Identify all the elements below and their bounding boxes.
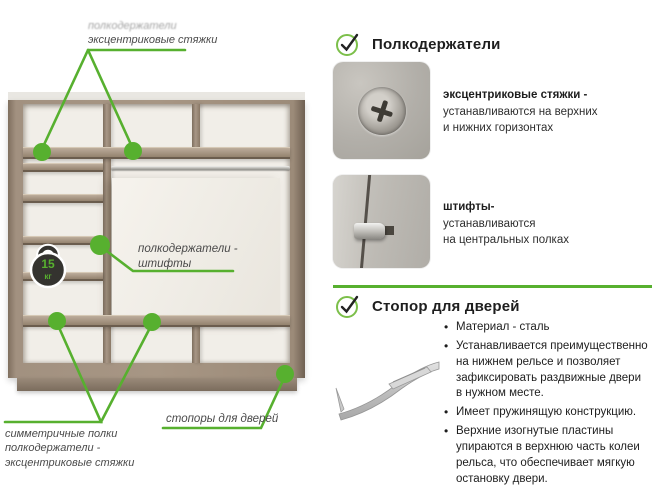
eccentric-cam-photo — [333, 62, 430, 159]
item-lead: штифты- — [443, 201, 495, 213]
top-shelf — [23, 147, 290, 159]
label-center — [138, 242, 238, 272]
label-center-line1: полкодержатели - — [138, 243, 238, 255]
label-bottom-left-line3: эксцентриковые стяжки — [5, 456, 135, 469]
checkmark-icon — [335, 31, 362, 57]
bullet-item: • Верхние изогнутые пластины упираются в верхнюю часть колеи рельса, что обеспечивает мягкую остановку двери. — [443, 424, 648, 487]
vertical-divider-right-top — [192, 104, 200, 151]
item-line: устанавливаются на верхних — [443, 105, 598, 118]
door-stopper-illustration — [333, 332, 443, 427]
pin-socket — [385, 226, 394, 235]
label-bottom-left-line1: симметричные полки — [5, 428, 118, 440]
weight-unit: кг — [44, 272, 52, 281]
section-title: Стопор для дверей — [372, 297, 520, 315]
label-bottom-right-text: стопоры для дверей — [166, 413, 279, 425]
wardrobe-frame — [8, 100, 305, 378]
section-divider — [333, 285, 652, 288]
label-bottom-left — [5, 427, 134, 470]
checkmark-icon — [335, 293, 362, 319]
section-title: Полкодержатели — [372, 35, 501, 53]
section-shelf-holders-header — [335, 31, 501, 57]
section-door-stopper-header — [335, 293, 520, 319]
item-line: и нижних горизонтах — [443, 122, 554, 135]
label-top-line2: эксцентриковые стяжки — [88, 34, 218, 47]
bottom-shelf — [23, 315, 290, 327]
kettlebell-weight-icon — [27, 240, 69, 290]
left-shelf-2 — [23, 194, 103, 203]
label-center-line2: штифты — [138, 257, 192, 270]
cam-screw — [358, 87, 406, 135]
label-bottom-right — [166, 412, 278, 427]
pin-description — [443, 199, 648, 249]
label-top — [88, 19, 217, 48]
wardrobe-interior — [23, 104, 290, 363]
label-top-line1: полкодержатели — [88, 20, 177, 32]
vertical-divider-right-bottom — [192, 323, 200, 363]
eccentric-cam-description — [443, 87, 648, 137]
hanging-rail — [111, 166, 290, 170]
door-stopper-bullet-list — [443, 320, 648, 491]
panel-edge — [333, 175, 371, 268]
label-bottom-left-line2: полкодержатели - — [5, 442, 101, 455]
left-shelf-1 — [23, 163, 103, 172]
item-line: на центральных полках — [443, 234, 569, 247]
weight-value: 15 — [41, 257, 55, 271]
bullet-item: • Имеет пружинящую конструкцию. — [443, 405, 648, 421]
pin-photo — [333, 175, 430, 268]
item-lead: эксцентриковые стяжки - — [443, 89, 588, 101]
wardrobe-plinth — [17, 378, 297, 391]
bullet-item: • Материал - сталь — [443, 320, 648, 336]
shelf-pin — [354, 223, 385, 239]
item-line: устанавливаются — [443, 217, 536, 230]
bullet-item: • Устанавливается преимущественно на нижнем рельсе и позволяет зафиксировать раздвижные двери в нужном месте. — [443, 339, 648, 402]
